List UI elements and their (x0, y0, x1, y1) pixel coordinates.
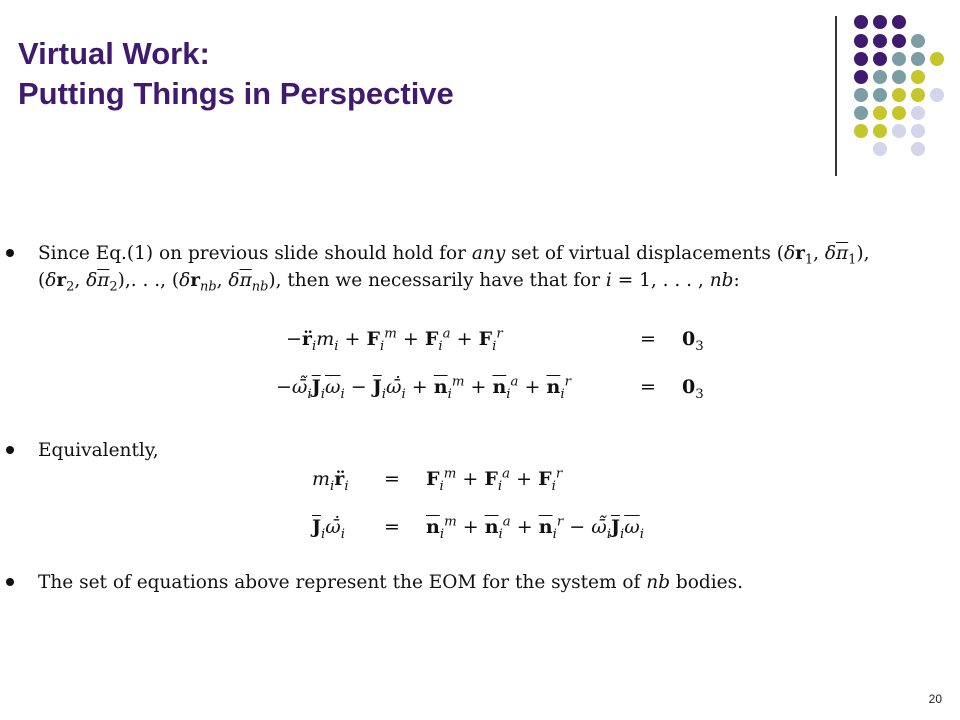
decorative-dot (854, 106, 868, 120)
decorative-dot (930, 88, 944, 102)
equation-3-relation: = (384, 468, 400, 490)
equation-2-lhs: $-\omegā̃_i\overline{J}_i\overline{\omega}_i$ − $\overline{J}_i\omegā̇_i + \overline{n}_i^m + \overline{n}_i^a + \overline{n}_i^r$ (276, 374, 571, 402)
equation-3-lhs: $m_ir̈_i$ (312, 468, 349, 494)
equation-3-rhs: $F_i^m + F_i^a + F_i^r$ (426, 466, 563, 494)
bullet-1-dot (6, 249, 14, 257)
decorative-dot (892, 52, 906, 66)
decorative-dot (892, 34, 906, 48)
decorative-dot (854, 15, 868, 29)
decorative-dot (911, 88, 925, 102)
decorative-dot (911, 106, 925, 120)
decorative-dot (873, 88, 887, 102)
decorative-dot (892, 70, 906, 84)
decorative-dot (873, 70, 887, 84)
equation-2-relation: = (640, 376, 656, 398)
decorative-dot (892, 106, 906, 120)
decorative-dot (873, 142, 887, 156)
decorative-dot (873, 34, 887, 48)
decorative-dot (873, 15, 887, 29)
equation-2-rhs: $0_3$ (682, 376, 704, 402)
decorative-dot (892, 88, 906, 102)
decorative-dot (892, 124, 906, 138)
decorative-dot (854, 34, 868, 48)
bullet-2-dot (6, 446, 14, 454)
bullet-3-dot (6, 578, 14, 586)
decorative-dot (930, 52, 944, 66)
bullet-3-text: The set of equations above represent the EOM for the system of nb bodies. (38, 572, 743, 593)
equation-4-rhs: $\overline{n}_i^m + \overline{n}_i^a + \overline{n}_i^r$ − $\omegā̃_i\overline{J}_i\overline{\omega}_i$ (426, 514, 644, 542)
decorative-dot (911, 70, 925, 84)
bullet-2-text: Equivalently, (38, 440, 159, 461)
decorative-dot (854, 52, 868, 66)
decorative-dot (873, 124, 887, 138)
decorative-dot (892, 15, 906, 29)
bullet-1-line-2: ($\delta r_2$, $\delta\overline{\pi}_2$),. . ., ($\delta r_{nb}$, $\delta\overline{\pi}_{nb}$), then we necessarily have that for i = 1, . . . , nb: (38, 270, 740, 295)
equation-1-rhs: $0_3$ (682, 328, 704, 354)
page-number: 20 (928, 692, 942, 706)
decorative-dot (911, 34, 925, 48)
title-line-1: Virtual Work: (18, 36, 210, 71)
title-line-2: Putting Things in Perspective (18, 76, 454, 111)
bullet-1-line-1: Since Eq.(1) on previous slide should hold for any set of virtual displacements ($\delta r_1$, $\delta\overline{\pi}_1$), (38, 243, 870, 268)
decorative-dot (854, 88, 868, 102)
decorative-dot (873, 52, 887, 66)
decorative-dot (854, 70, 868, 84)
decorative-dot (873, 106, 887, 120)
equation-1-relation: = (640, 328, 656, 350)
equation-1-lhs: $-r̈_im_i + F_i^m + F_i^a + F_i^r$ (286, 326, 503, 354)
decorative-dot (911, 142, 925, 156)
decorative-dot (911, 124, 925, 138)
equation-4-lhs: $\overline{J}_i\omegā̇_i$ (312, 516, 346, 542)
decorative-dot (854, 124, 868, 138)
slide-title (18, 34, 454, 114)
decorative-divider (835, 16, 837, 176)
decorative-dot (911, 52, 925, 66)
equation-4-relation: = (384, 516, 400, 538)
